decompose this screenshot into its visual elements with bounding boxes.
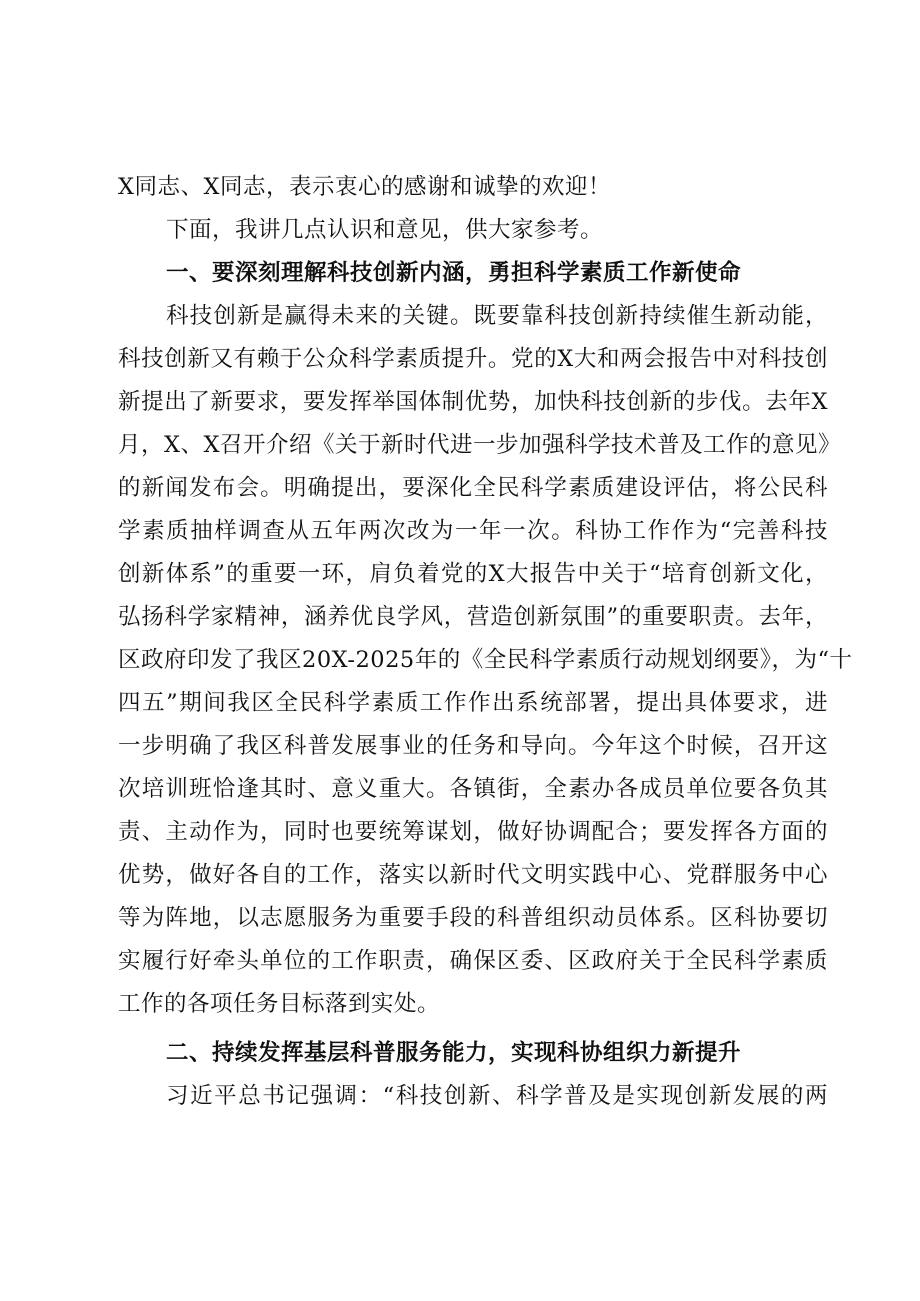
paragraph-line: 的新闻发布会。明确提出，要深化全民科学素质建设评估，将公民科 [118, 475, 828, 501]
text-line-intro: 下面，我讲几点认识和意见，供大家参考。 [166, 217, 604, 243]
paragraph-line: 科技创新又有赖于公众科学素质提升。党的X大和两会报告中对科技创 [118, 346, 828, 372]
paragraph-line: 区政府印发了我区20X-2025年的《全民科学素质行动规划纲要》，为“十 [118, 647, 853, 673]
paragraph-line: 月，X、X召开介绍《关于新时代进一步加强科学技术普及工作的意见》 [118, 432, 842, 458]
paragraph-line: 科技创新是赢得未来的关键。既要靠科技创新持续催生新动能， [166, 303, 828, 329]
paragraph-line: 新提出了新要求，要发挥举国体制优势，加快科技创新的步伐。去年X [118, 389, 828, 415]
paragraph-line: 弘扬科学家精神，涵养优良学风，营造创新氛围”的重要职责。去年， [118, 604, 828, 630]
paragraph-line-end: 工作的各项任务目标落到实处。 [118, 991, 441, 1017]
paragraph-line: 责、主动作为，同时也要统筹谋划，做好协调配合；要发挥各方面的 [118, 819, 828, 845]
section-heading-2: 二、持续发挥基层科普服务能力，实现科协组织力新提升 [166, 1040, 742, 1066]
paragraph-line: 学素质抽样调查从五年两次改为一年一次。科协工作作为“完善科技 [118, 518, 828, 544]
paragraph-line: 次培训班恰逢其时、意义重大。各镇街，全素办各成员单位要各负其 [118, 776, 828, 802]
paragraph-line: 四五”期间我区全民科学素质工作作出系统部署，提出具体要求，进 [118, 690, 828, 716]
paragraph-line: 一步明确了我区科普发展事业的任务和导向。今年这个时候，召开这 [118, 733, 828, 759]
text-line-closing-thanks: X同志、X同志，表示衷心的感谢和诚挚的欢迎！ [118, 174, 612, 200]
paragraph-line: 创新体系”的重要一环，肩负着党的X大报告中关于“培育创新文化， [118, 561, 828, 587]
paragraph-line: 实履行好牵头单位的工作职责，确保区委、区政府关于全民科学素质 [118, 948, 828, 974]
paragraph-line: 优势，做好各自的工作，落实以新时代文明实践中心、党群服务中心 [118, 862, 828, 888]
paragraph-line: 习近平总书记强调：“科技创新、科学普及是实现创新发展的两 [166, 1083, 828, 1109]
section-heading-1: 一、要深刻理解科技创新内涵，勇担科学素质工作新使命 [166, 260, 742, 286]
paragraph-line: 等为阵地，以志愿服务为重要手段的科普组织动员体系。区科协要切 [118, 905, 828, 931]
